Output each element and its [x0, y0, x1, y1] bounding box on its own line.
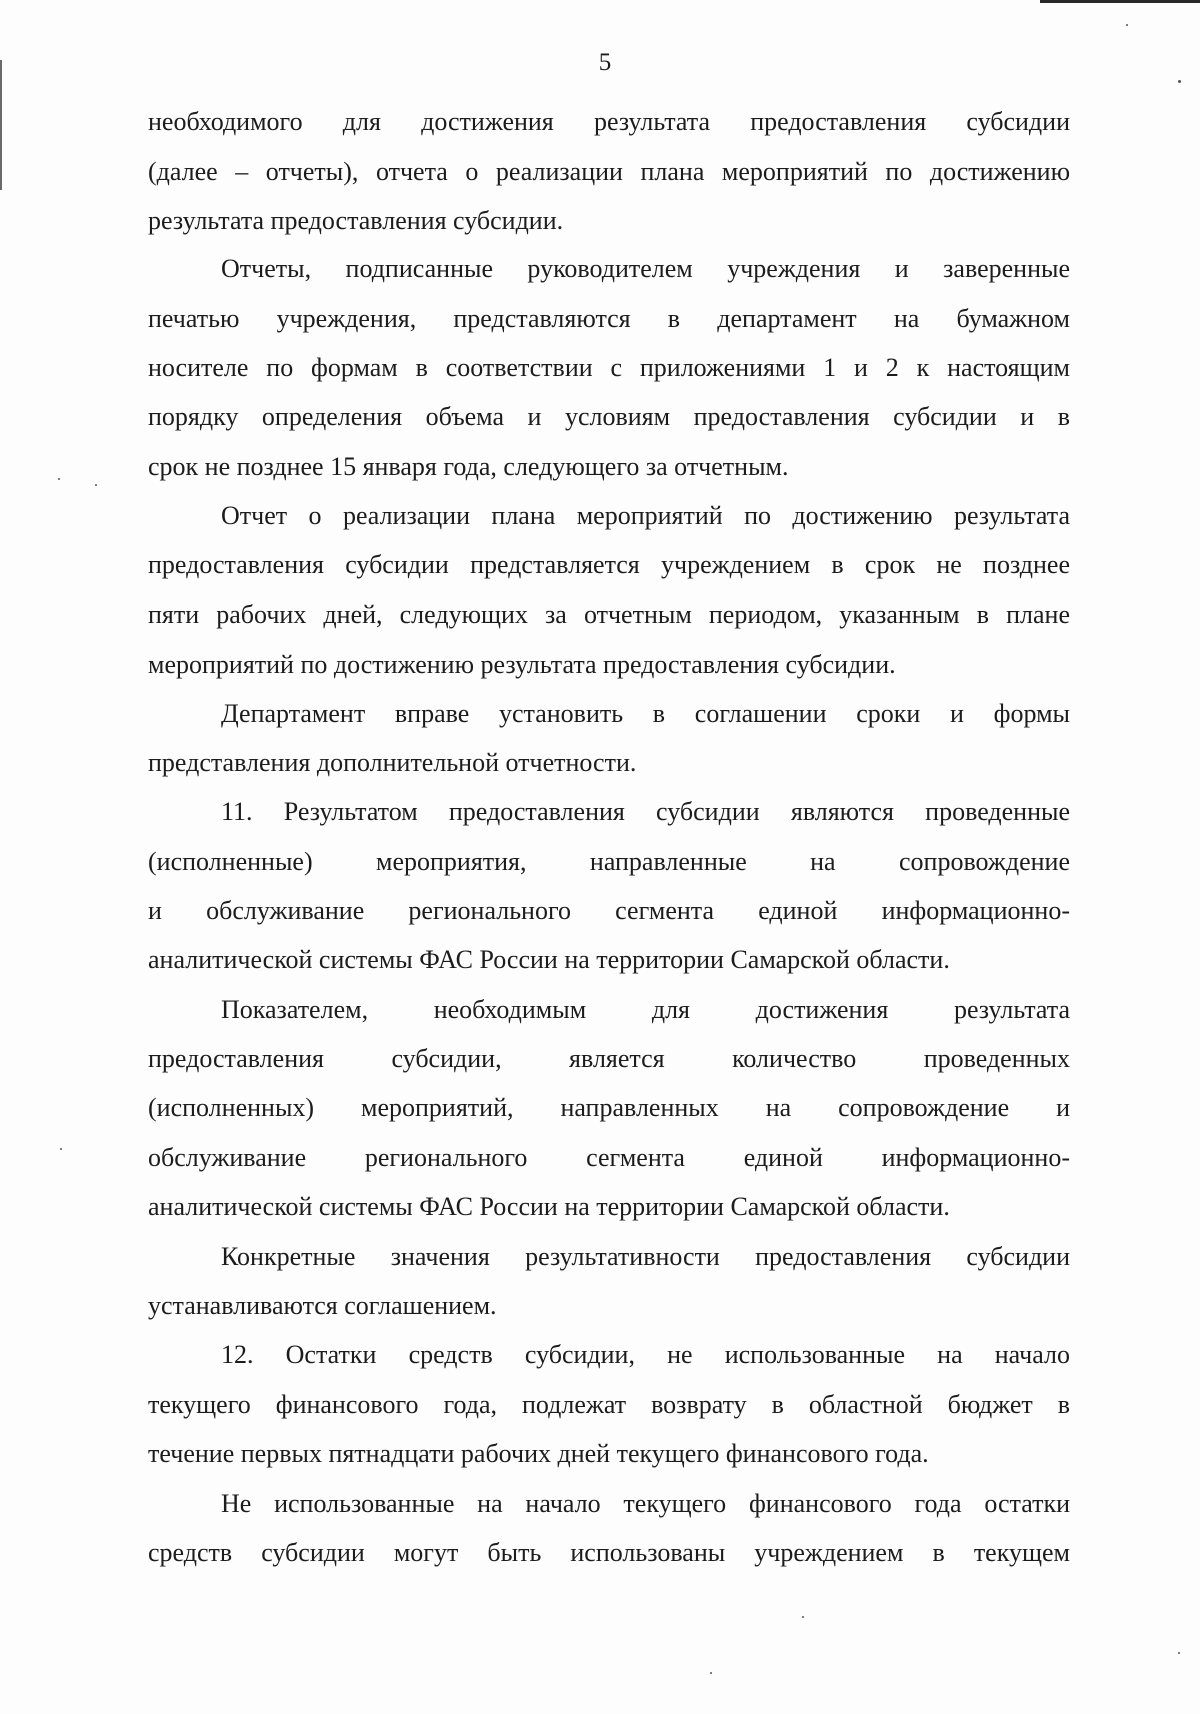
text-line: печатью учреждения, представляются в департамент на бумажном: [148, 304, 1070, 333]
page-number: 5: [598, 49, 612, 76]
text-line: аналитической системы ФАС России на территории Самарской области.: [148, 945, 950, 974]
text-line: Конкретные значения результативности предоставления субсидии: [221, 1242, 1070, 1271]
text-line: Отчет о реализации плана мероприятий по достижению результата: [221, 501, 1070, 530]
text-line: средств субсидии могут быть использованы учреждением в текущем: [148, 1538, 1070, 1567]
text-line: (далее – отчеты), отчета о реализации плана мероприятий по достижению: [148, 157, 1070, 186]
text-line: срок не позднее 15 января года, следующего за отчетным.: [148, 452, 789, 481]
scan-edge-line: [1040, 0, 1200, 3]
text-line: 12. Остатки средств субсидии, не использованные на начало: [221, 1340, 1070, 1369]
text-line: предоставления субсидии, является количество проведенных: [148, 1044, 1070, 1073]
text-line: (исполненных) мероприятий, направленных на сопровождение и: [148, 1093, 1070, 1122]
text-line: представления дополнительной отчетности.: [148, 748, 637, 777]
text-line: устанавливаются соглашением.: [148, 1291, 497, 1320]
scan-speck: [1126, 24, 1128, 26]
text-line: порядку определения объема и условиям предоставления субсидии и в: [148, 402, 1070, 431]
text-line: (исполненные) мероприятия, направленные на сопровождение: [148, 847, 1070, 876]
scan-speck: [58, 478, 60, 480]
text-line: обслуживание регионального сегмента единой информационно-: [148, 1143, 1070, 1172]
text-line: Отчеты, подписанные руководителем учреждения и заверенные: [221, 254, 1070, 283]
scan-speck: [95, 484, 97, 486]
text-line: мероприятий по достижению результата предоставления субсидии.: [148, 650, 896, 679]
text-line: течение первых пятнадцати рабочих дней текущего финансового года.: [148, 1439, 929, 1468]
text-line: 11. Результатом предоставления субсидии являются проведенные: [221, 797, 1070, 826]
text-line: предоставления субсидии представляется учреждением в срок не позднее: [148, 550, 1070, 579]
text-line: пяти рабочих дней, следующих за отчетным периодом, указанным в плане: [148, 600, 1070, 629]
scan-speck: [1178, 1652, 1180, 1654]
scan-speck: [60, 1148, 62, 1150]
text-line: Департамент вправе установить в соглашении сроки и формы: [221, 699, 1070, 728]
scan-speck: [802, 1616, 804, 1618]
text-line: и обслуживание регионального сегмента единой информационно-: [148, 896, 1070, 925]
text-line: текущего финансового года, подлежат возврату в областной бюджет в: [148, 1390, 1070, 1419]
text-line: необходимого для достижения результата предоставления субсидии: [148, 107, 1070, 136]
text-line: Не использованные на начало текущего финансового года остатки: [221, 1489, 1070, 1518]
text-line: аналитической системы ФАС России на территории Самарской области.: [148, 1192, 950, 1221]
text-line: Показателем, необходимым для достижения результата: [221, 995, 1070, 1024]
text-line: результата предоставления субсидии.: [148, 206, 564, 235]
text-line: носителе по формам в соответствии с приложениями 1 и 2 к настоящим: [148, 353, 1070, 382]
scan-speck: [1178, 80, 1181, 83]
scan-speck: [710, 1672, 712, 1674]
